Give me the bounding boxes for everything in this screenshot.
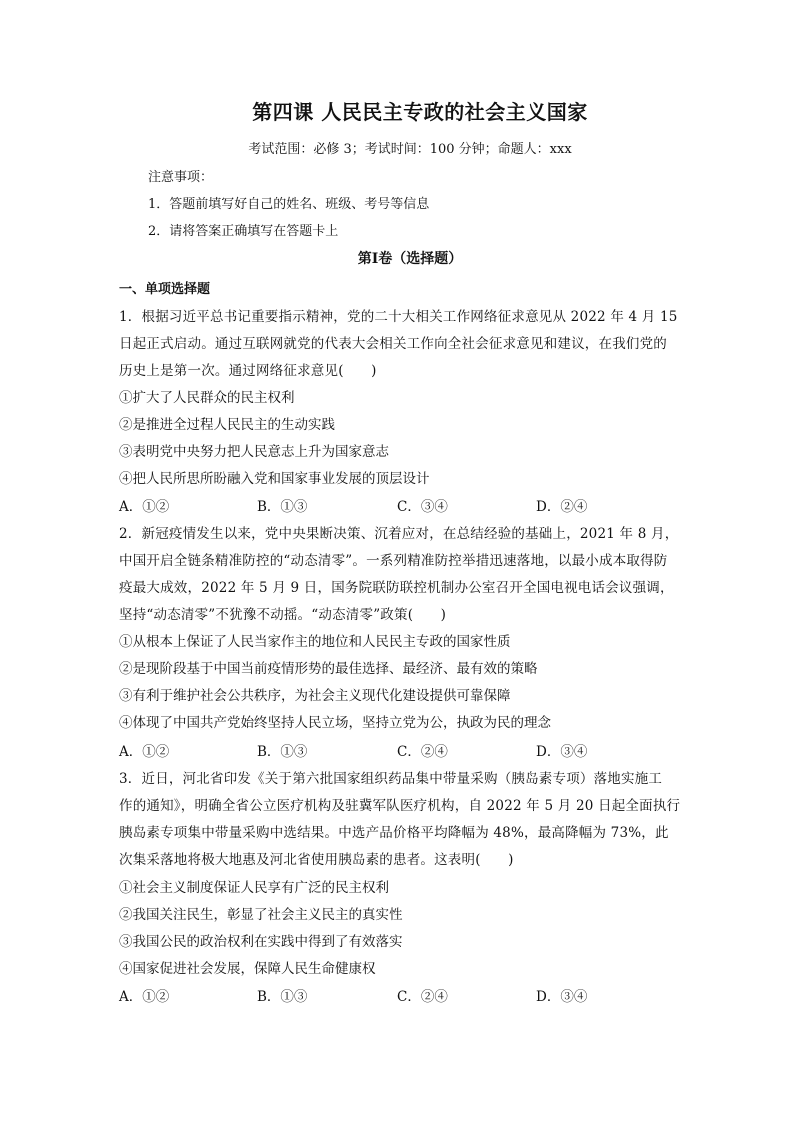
- question-text: 日起正式启动。通过互联网就党的代表大会相关工作向全社会征求意见和建议，在我们党的: [119, 336, 667, 352]
- question-text: 疫最大成效，2022 年 5 月 9 日，国务院联防联控机制办公室召开全国电视电话会议强调，: [119, 580, 674, 596]
- question-text: 胰岛素专项集中带量采购中选结果。中选产品价格平均降幅为 48%，最高降幅为 73%，此: [119, 825, 669, 841]
- statement: ②是推进全过程人民民主的生动实践: [119, 417, 335, 433]
- statement: ①从根本上保证了人民当家作主的地位和人民民主专政的国家性质: [119, 634, 511, 650]
- option-c[interactable]: C．③④: [397, 499, 448, 515]
- option-c[interactable]: C．②④: [397, 989, 448, 1005]
- statement: ②是现阶段基于中国当前疫情形势的最佳选择、最经济、最有效的策略: [119, 661, 538, 677]
- option-c[interactable]: C．②④: [397, 744, 448, 760]
- question-text: 中国开启全链条精准防控的“动态清零”。一系列精准防控举措迅速落地，以最小成本取得防: [119, 553, 668, 569]
- notes-heading: 注意事项：: [148, 170, 214, 185]
- question-text: 1．根据习近平总书记重要指示精神，党的二十大相关工作网络征求意见从 2022 年 4 月 15: [119, 309, 678, 325]
- option-a[interactable]: A．①②: [119, 989, 170, 1005]
- statement: ④国家促进社会发展，保障人民生命健康权: [119, 961, 376, 977]
- statement: ③我国公民的政治权利在实践中得到了有效落实: [119, 934, 403, 950]
- exam-info: 考试范围：必修 3；考试时间：100 分钟；命题人：xxx: [248, 142, 572, 157]
- statement: ④体现了中国共产党始终坚持人民立场，坚持立党为公，执政为民的理念: [119, 715, 551, 731]
- question-text: 2．新冠疫情发生以来，党中央果断决策、沉着应对，在总结经验的基础上，2021 年 8 月，: [119, 526, 679, 542]
- statement: ④把人民所思所盼融入党和国家事业发展的顶层设计: [119, 471, 430, 487]
- part-title: 一、单项选择题: [119, 282, 211, 297]
- option-d[interactable]: D．②④: [536, 499, 588, 515]
- statement: ①扩大了人民群众的民主权利: [119, 390, 295, 406]
- option-b[interactable]: B．①③: [257, 744, 308, 760]
- note-item: 2．请将答案正确填写在答题卡上: [148, 224, 339, 239]
- page-title: 第四课 人民民主专政的社会主义国家: [252, 100, 588, 124]
- statement: ③表明党中央努力把人民意志上升为国家意志: [119, 444, 389, 460]
- question-text: 历史上是第一次。通过网络征求意见( ): [119, 363, 377, 379]
- statement: ①社会主义制度保证人民享有广泛的民主权利: [119, 880, 389, 896]
- option-b[interactable]: B．①③: [257, 499, 308, 515]
- option-d[interactable]: D．③④: [536, 989, 588, 1005]
- option-a[interactable]: A．①②: [119, 499, 170, 515]
- statement: ③有利于维护社会公共秩序，为社会主义现代化建设提供可靠保障: [119, 688, 511, 704]
- question-text: 作的通知》，明确全省公立医疗机构及驻冀军队医疗机构，自 2022 年 5 月 20 日起全面执行: [119, 798, 681, 814]
- question-text: 3．近日，河北省印发《关于第六批国家组织药品集中带量采购（胰岛素专项）落地实施工: [119, 771, 663, 787]
- option-d[interactable]: D．③④: [536, 744, 588, 760]
- option-b[interactable]: B．①③: [257, 989, 308, 1005]
- statement: ②我国关注民生，彰显了社会主义民主的真实性: [119, 907, 403, 923]
- note-item: 1．答题前填写好自己的姓名、班级、考号等信息: [148, 197, 430, 212]
- option-a[interactable]: A．①②: [119, 744, 170, 760]
- question-text: 坚持“动态清零”不犹豫不动摇。“动态清零”政策( ): [119, 607, 447, 623]
- section-title: 第I卷（选择题）: [357, 251, 463, 267]
- question-text: 次集采落地将极大地惠及河北省使用胰岛素的患者。这表明( ): [119, 852, 514, 868]
